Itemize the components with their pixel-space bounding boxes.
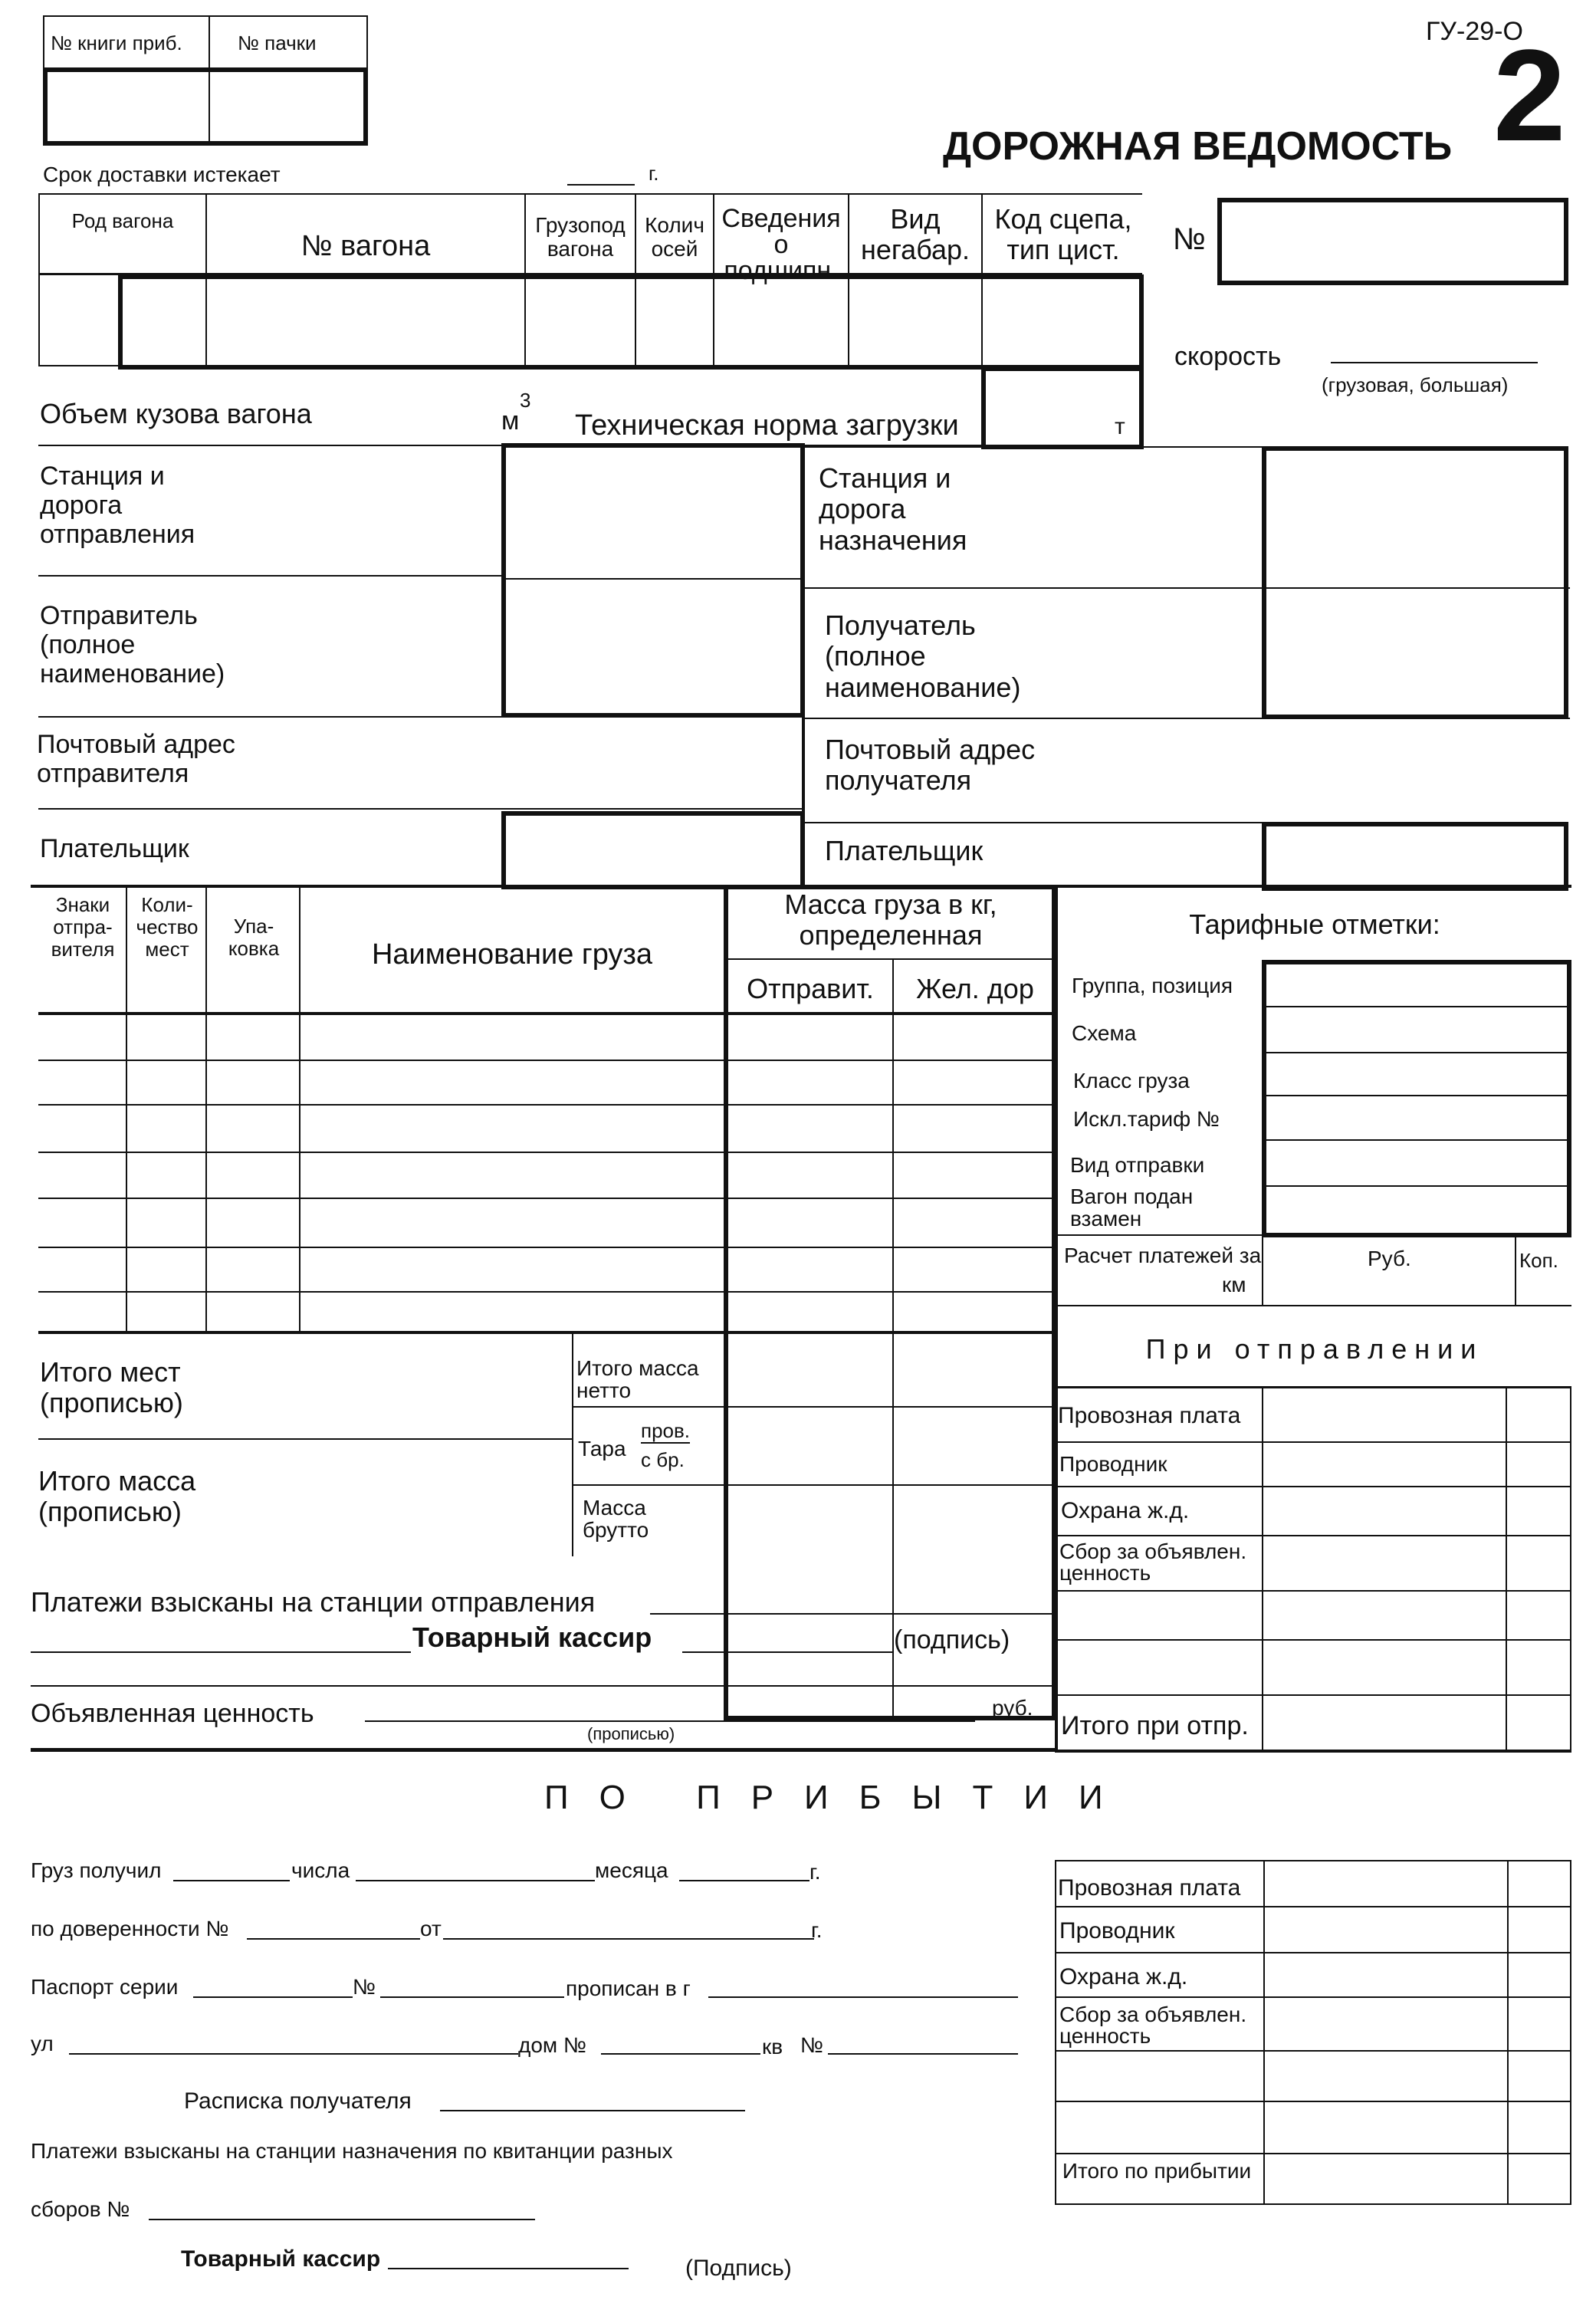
departure-table-top — [1055, 1386, 1571, 1388]
norm-unit: т — [1115, 414, 1125, 439]
year-line[interactable] — [679, 1880, 809, 1881]
total-places-label: Итого мест (прописью) — [40, 1356, 183, 1419]
address-row-bottom — [38, 808, 805, 810]
tariff-values-box[interactable] — [1262, 960, 1571, 1237]
cargo-header-bottom — [38, 1012, 1056, 1015]
rub-label: Руб. — [1368, 1247, 1411, 1270]
receiver-label: Получатель (полное наименование) — [825, 610, 1021, 703]
station-to-top — [803, 446, 1263, 448]
registered-label: прописан в г — [566, 1976, 691, 2000]
wagon-axles-header: Колич осей — [645, 213, 704, 261]
cargo-row[interactable] — [38, 1104, 1056, 1106]
departure-row-conductor: Проводник — [1059, 1452, 1167, 1476]
tariff-bottom — [1058, 1234, 1571, 1236]
payment-col-divider — [1515, 1236, 1516, 1306]
tariff-row-kind: Вид отправки — [1070, 1153, 1205, 1177]
payer-right-box[interactable] — [1262, 822, 1568, 891]
departure-row-line — [1055, 1441, 1571, 1443]
collected-destination-label: Платежи взысканы на станции назначения по квитанции разных — [31, 2139, 673, 2163]
payments-divider — [31, 1685, 1055, 1687]
month-line[interactable] — [356, 1880, 595, 1881]
tariff-row-group: Группа, позиция — [1072, 974, 1233, 997]
wagon-oversize-header: Вид негабар. — [860, 203, 970, 266]
tariff-row-line — [1266, 1006, 1567, 1007]
arrival-row-declared: Сбор за объявлен. ценность — [1059, 2003, 1247, 2048]
mass-header-line — [724, 958, 1056, 960]
payment-calc-bottom — [1058, 1305, 1571, 1306]
arrival-row-guard: Охрана ж.д. — [1059, 1964, 1188, 1990]
tare-line — [572, 1484, 1056, 1486]
speed-line[interactable] — [1331, 362, 1538, 363]
cargo-name-header: Наименование груза — [371, 938, 653, 971]
cargo-marks-header: Знаки отпра- вителя — [51, 893, 115, 961]
mass-sender-header: Отправит. — [747, 973, 874, 1004]
tare-stencil-label: с бр. — [641, 1448, 685, 1471]
arrival-cashier-line[interactable] — [388, 2268, 629, 2269]
header-divider — [38, 193, 1142, 195]
wagon-number-header: № вагона — [300, 230, 431, 262]
tariff-row-line — [1266, 1095, 1567, 1096]
collected-departure-label: Платежи взысканы на станции отправления — [31, 1586, 596, 1618]
arrival-row-line — [1055, 1996, 1571, 1998]
tariff-row-line — [1266, 1052, 1567, 1053]
wagon-data-row[interactable] — [118, 274, 1144, 370]
departure-row-freight: Провозная плата — [1058, 1403, 1241, 1428]
cargo-qty-header: Коли- чество мест — [136, 893, 199, 961]
cargo-col-divider — [205, 886, 207, 1332]
wagon-volume-label: Объем кузова вагона — [40, 398, 312, 429]
house-label: дом № — [518, 2033, 586, 2057]
departure-row-line — [1055, 1590, 1571, 1592]
payment-calc-km: км — [1222, 1273, 1246, 1296]
wagon-capacity-header: Грузопод вагона — [535, 213, 626, 261]
payer-right-label: Плательщик — [825, 835, 984, 866]
street-line[interactable] — [69, 2053, 518, 2055]
declared-value-line[interactable] — [365, 1720, 975, 1722]
cargo-row[interactable] — [38, 1060, 1056, 1061]
departure-section-bottom — [31, 1748, 1056, 1752]
arrival-row-line — [1055, 1906, 1571, 1907]
book-pack-input-box[interactable] — [43, 67, 368, 146]
form-code: ГУ-29-О — [1426, 17, 1523, 46]
copy-number: 2 — [1493, 23, 1566, 169]
passport-number-label: № — [353, 1975, 376, 1999]
departure-bottom — [1055, 1750, 1571, 1753]
tariff-row-scheme: Схема — [1072, 1021, 1137, 1045]
payment-calc-label: Расчет платежей за — [1064, 1244, 1262, 1267]
sender-address-label: Почтовый адрес отправителя — [37, 730, 235, 789]
receiver-receipt-label: Расписка получателя — [184, 2088, 412, 2114]
volume-unit: м — [501, 406, 520, 435]
day-line[interactable] — [173, 1880, 290, 1881]
departure-row-line — [1055, 1694, 1571, 1696]
departure-total: Итого при отпр. — [1061, 1711, 1249, 1740]
passport-number-line[interactable] — [380, 1996, 564, 1998]
cargo-row[interactable] — [38, 1247, 1056, 1248]
tariff-row-class: Класс груза — [1073, 1069, 1190, 1092]
declared-value-label: Объявленная ценность — [31, 1699, 314, 1728]
power-of-attorney-line[interactable] — [247, 1938, 420, 1940]
cargo-col-divider — [126, 886, 127, 1332]
apartment-number-label: № — [800, 2033, 824, 2057]
kop-label: Коп. — [1519, 1249, 1558, 1272]
arrival-row-freight: Провозная плата — [1058, 1875, 1241, 1901]
tariff-row-exc: Искл.тариф № — [1073, 1107, 1220, 1131]
tare-checked-label: пров. — [641, 1420, 690, 1444]
station-from-inner-line — [503, 578, 803, 580]
passport-label: Паспорт серии — [31, 1975, 179, 1999]
payer-right-top — [803, 822, 1263, 823]
arrival-row-line — [1055, 2101, 1571, 2102]
fees-number-line[interactable] — [149, 2219, 535, 2220]
passport-series-line[interactable] — [193, 1996, 353, 1998]
arrival-row-line — [1055, 2050, 1571, 2052]
departure-row-declared: Сбор за объявлен. ценность — [1059, 1539, 1247, 1585]
from-label: от — [420, 1917, 442, 1940]
wagon-type-header: Род вагона — [71, 209, 174, 232]
registered-line[interactable] — [708, 1996, 1018, 1998]
departure-row-guard: Охрана ж.д. — [1061, 1498, 1190, 1523]
tariff-left-border — [1055, 886, 1058, 1751]
arrival-title: ПО ПРИБЫТИИ — [544, 1779, 1134, 1816]
from-line[interactable] — [443, 1938, 814, 1940]
cargo-row[interactable] — [38, 1198, 1056, 1199]
payment-col-divider — [1262, 1236, 1263, 1306]
station-to-label: Станция и дорога назначения — [819, 462, 967, 556]
power-of-attorney-label: по доверенности № — [31, 1917, 229, 1940]
arrival-row-line — [1055, 1952, 1571, 1953]
station-from-box[interactable] — [501, 443, 805, 718]
volume-unit-sup: 3 — [520, 389, 531, 412]
speed-label: скорость — [1174, 342, 1282, 371]
delivery-year-line[interactable] — [567, 184, 635, 186]
delivery-deadline-label: Срок доставки истекает — [43, 163, 281, 186]
technical-norm-label: Техническая норма загрузки — [575, 409, 959, 442]
cashier-signature-label: (подпись) — [894, 1625, 1010, 1654]
station-from-row-line — [38, 575, 503, 577]
cargo-row[interactable] — [38, 1152, 1056, 1153]
cashier-signature-line[interactable] — [682, 1651, 892, 1653]
wagon-row-bottom — [38, 365, 120, 366]
wagon-coupling-header: Код сцепа, тип цист. — [994, 203, 1132, 266]
mass-rail-header: Жел. дор — [916, 973, 1034, 1004]
apartment-label: кв — [762, 2035, 783, 2058]
receiver-receipt-line[interactable] — [440, 2110, 745, 2111]
collected-departure-line[interactable] — [650, 1613, 1055, 1615]
tariff-row-line — [1266, 1139, 1567, 1141]
cargo-mass-box[interactable] — [724, 885, 1056, 1720]
total-places-line[interactable] — [38, 1438, 572, 1440]
departure-row-line — [1055, 1486, 1571, 1487]
attorney-year-label: г. — [811, 1918, 823, 1942]
tariff-row-replacement: Вагон подан взамен — [1070, 1184, 1194, 1231]
arrival-row-conductor: Проводник — [1059, 1918, 1175, 1944]
tariff-title: Тарифные отметки: — [1189, 909, 1440, 940]
cargo-received-label: Груз получил — [31, 1858, 162, 1882]
cargo-row[interactable] — [38, 1291, 1056, 1293]
station-to-box[interactable] — [1262, 446, 1568, 719]
waybill-number-label: № — [1173, 222, 1206, 256]
day-label: числа — [291, 1858, 350, 1882]
net-mass-line — [572, 1406, 1056, 1408]
station-to-row-line — [803, 587, 1570, 589]
arrival-year-label: г. — [809, 1860, 821, 1884]
cashier-line-left[interactable] — [31, 1651, 411, 1653]
cargo-rows-bottom — [38, 1331, 1056, 1334]
speed-hint: (грузовая, большая) — [1322, 373, 1509, 396]
wagon-bearings-header: Сведения о подшипн. — [721, 204, 841, 285]
sender-row-bottom — [38, 716, 805, 718]
waybill-number-box[interactable] — [1217, 198, 1568, 285]
departure-title: При отправлении — [1145, 1333, 1484, 1365]
house-line[interactable] — [601, 2053, 760, 2055]
total-mass-label: Итого масса (прописью) — [38, 1465, 196, 1528]
arrival-signature-label: (Подпись) — [685, 2256, 792, 2281]
sender-label: Отправитель (полное наименование) — [40, 601, 225, 689]
payer-left-label: Плательщик — [40, 834, 189, 863]
tariff-row-line — [1266, 1185, 1567, 1187]
station-from-label: Станция и дорога отправления — [40, 462, 195, 550]
mass-group-header: Масса груза в кг, определенная — [784, 889, 997, 951]
departure-row-line — [1055, 1639, 1571, 1641]
mass-col-divider — [892, 958, 894, 1719]
payer-left-box[interactable] — [501, 811, 805, 889]
cargo-pack-header: Упа- ковка — [228, 915, 280, 961]
arrival-total: Итого по прибытии — [1062, 2159, 1252, 2183]
book-number-label: № книги приб. — [51, 31, 182, 54]
cashier-label: Товарный кассир — [412, 1622, 652, 1653]
pack-number-label: № пачки — [238, 31, 317, 54]
net-mass-label: Итого масса нетто — [576, 1356, 699, 1403]
arrival-cashier-label: Товарный кассир — [181, 2246, 381, 2272]
apartment-line[interactable] — [828, 2053, 1018, 2055]
arrival-row-line — [1055, 2153, 1571, 2154]
month-label: месяца — [595, 1858, 668, 1882]
tare-label: Тара — [578, 1437, 626, 1460]
totals-divider — [572, 1334, 573, 1556]
document-title: ДОРОЖНАЯ ВЕДОМОСТЬ — [943, 124, 1453, 169]
delivery-year-suffix: г. — [649, 162, 659, 185]
departure-row-line — [1055, 1535, 1571, 1536]
receiver-address-label: Почтовый адрес получателя — [825, 734, 1036, 797]
street-label: ул — [31, 2032, 54, 2055]
fees-number-label: сборов № — [31, 2197, 130, 2221]
declared-value-hint: (прописью) — [587, 1724, 675, 1743]
gross-mass-label: Масса брутто — [583, 1496, 649, 1543]
declared-value-rub: руб. — [992, 1696, 1033, 1720]
receiver-row-bottom — [803, 718, 1570, 719]
